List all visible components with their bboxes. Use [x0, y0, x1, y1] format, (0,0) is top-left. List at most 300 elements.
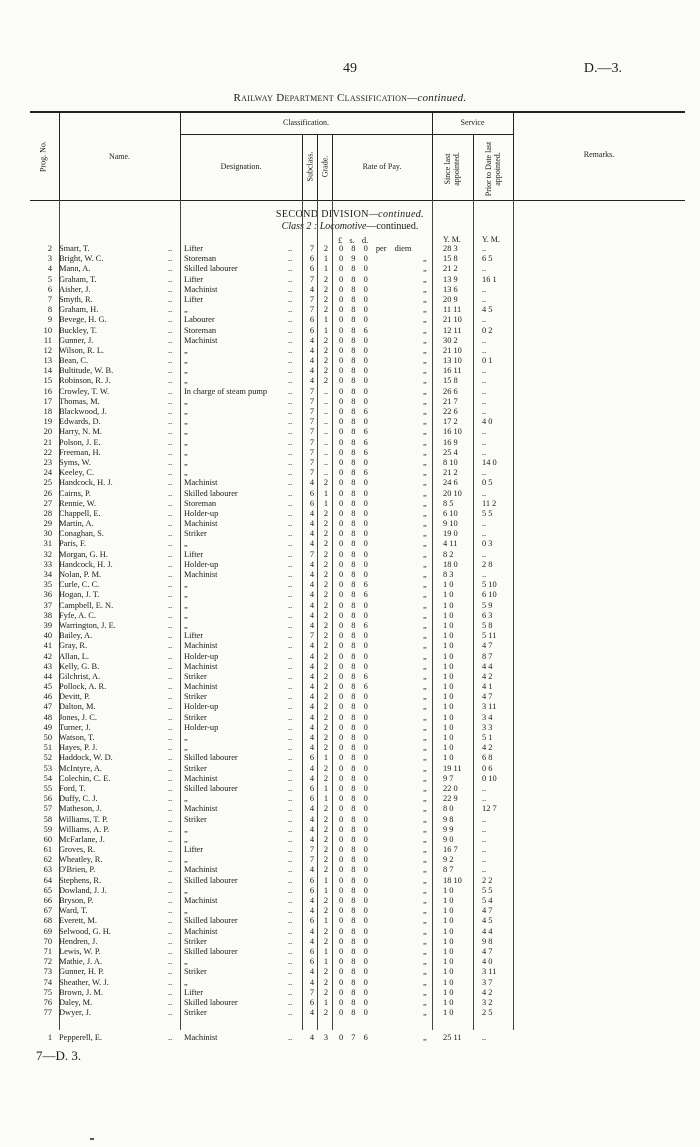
header-subdivider — [302, 134, 303, 200]
prior-service: 4 7 — [482, 641, 493, 651]
since-last-appointed: 8 3 — [443, 570, 454, 579]
rate-of-pay: 0 8 0 — [339, 896, 368, 905]
grade: .. — [323, 468, 329, 478]
leader-dots: .. — [168, 620, 173, 630]
table-row — [0, 906, 700, 916]
leader-dots: .. — [288, 916, 293, 926]
subclass: 4 — [309, 865, 315, 875]
table-row — [0, 702, 700, 712]
designation: Labourer — [184, 315, 215, 325]
rate-of-pay: 0 8 6 — [339, 620, 368, 630]
rate-of-pay: 0 8 6 — [339, 447, 368, 457]
table-row — [0, 723, 700, 733]
prior-service: .. — [482, 376, 487, 386]
rate-of-pay: 0 8 0 — [339, 529, 368, 539]
prior-service: .. — [482, 447, 487, 457]
subclass: 4 — [309, 539, 315, 549]
since-last-appointed: 15 8 — [443, 254, 458, 264]
leader-dots: .. — [168, 580, 173, 590]
leader-dots: .. — [288, 753, 293, 763]
since-last-appointed: 20 9 — [443, 294, 458, 304]
prior-service: .. — [482, 366, 487, 376]
leader-dots: .. — [168, 885, 173, 895]
ditto-mark: „ — [423, 498, 427, 508]
designation: Machinist — [184, 1033, 218, 1042]
designation: Lifter — [184, 274, 204, 284]
subclass: 4 — [309, 651, 315, 661]
designation: Lifter — [184, 294, 204, 304]
employee-name: Blackwood, J. — [59, 407, 107, 416]
grade: 1 — [323, 498, 329, 508]
prog-no: 59 — [43, 824, 52, 834]
rate-of-pay: 0 8 0 — [339, 376, 368, 386]
ditto-mark: „ — [423, 722, 427, 732]
since-last-appointed: 1 0 — [443, 916, 454, 926]
employee-name: Buckley, T. — [59, 325, 97, 335]
prior-service: .. — [482, 488, 487, 498]
subclass: 4 — [309, 508, 315, 518]
leader-dots: .. — [168, 498, 173, 508]
designation: „ — [184, 437, 188, 447]
ditto-mark: „ — [423, 335, 427, 345]
leader-dots: .. — [168, 906, 173, 916]
leader-dots: .. — [288, 610, 293, 620]
designation: Skilled labourer — [184, 997, 238, 1007]
since-last-appointed: 1 0 — [443, 620, 454, 630]
grade: 1 — [323, 794, 329, 804]
designation: Machinist — [184, 570, 218, 579]
ditto-mark: „ — [423, 997, 427, 1007]
ditto-mark: „ — [423, 254, 427, 264]
since-last-appointed: 20 10 — [443, 488, 462, 498]
leader-dots: .. — [168, 936, 173, 946]
since-last-appointed: 16 11 — [443, 366, 462, 376]
rate-of-pay: 0 8 0 — [339, 885, 368, 895]
ditto-mark: „ — [423, 783, 427, 793]
prior-service: 6 8 — [482, 753, 493, 763]
prior-service: 5 9 — [482, 600, 493, 610]
subclass: 4 — [309, 743, 315, 753]
table-row — [0, 631, 700, 641]
leader-dots: .. — [288, 600, 293, 610]
leader-dots: .. — [288, 620, 293, 630]
employee-name: Gilchrist, A. — [59, 671, 101, 681]
grade: 2 — [323, 906, 329, 916]
grade: .. — [323, 437, 329, 447]
prior-service: 4 7 — [482, 906, 493, 916]
designation: Holder-up — [184, 559, 219, 569]
table-row — [0, 947, 700, 957]
leader-dots: .. — [288, 936, 293, 946]
since-last-appointed: 28 3 — [443, 244, 458, 253]
prior-service: .. — [482, 468, 487, 478]
rate-of-pay: 0 8 0 — [339, 478, 368, 488]
since-last-appointed: 1 0 — [443, 997, 454, 1007]
subclass: 4 — [309, 804, 315, 814]
leader-dots: .. — [168, 345, 173, 355]
ditto-mark: „ — [423, 559, 427, 569]
leader-dots: .. — [168, 508, 173, 518]
designation: Machinist — [184, 519, 218, 529]
rate-of-pay: 0 8 6 — [339, 407, 368, 416]
table-row — [0, 1008, 700, 1018]
prog-no: 68 — [43, 916, 52, 926]
leader-dots: .. — [288, 284, 293, 294]
ditto-mark: „ — [423, 804, 427, 814]
prog-no: 16 — [43, 386, 52, 396]
ditto-mark: „ — [423, 519, 427, 529]
subclass: 6 — [309, 997, 315, 1007]
employee-name: Dowland, J. J. — [59, 885, 107, 895]
leader-dots: .. — [168, 773, 173, 783]
designation: Machinist — [184, 865, 218, 875]
rate-of-pay: 0 8 0 — [339, 936, 368, 946]
employee-name: Dalton, M. — [59, 702, 96, 712]
employee-name: Everett, M. — [59, 916, 97, 926]
since-last-appointed: 1 0 — [443, 926, 454, 936]
subclass: 4 — [309, 376, 315, 386]
name-header: Name. — [108, 152, 131, 161]
employee-name: Graham, T. — [59, 274, 97, 284]
rate-of-pay: 0 8 0 — [339, 773, 368, 783]
subclass: 7 — [309, 631, 315, 641]
leader-dots: .. — [168, 1008, 173, 1018]
prior-service: .. — [482, 1033, 487, 1042]
leader-dots: .. — [168, 926, 173, 936]
grade: 2 — [323, 651, 329, 661]
subclass: 6 — [309, 875, 315, 885]
prior-service: .. — [482, 529, 487, 539]
employee-name: Keeley, C. — [59, 468, 95, 478]
subclass: 4 — [309, 814, 315, 824]
grade: 2 — [323, 763, 329, 773]
money-units: £ s. d. — [338, 235, 369, 245]
employee-name: Nolan, P. M. — [59, 570, 102, 579]
leader-dots: .. — [288, 682, 293, 692]
prior-service: 9 8 — [482, 936, 493, 946]
employee-name: Harry, N. M. — [59, 427, 102, 437]
leader-dots: .. — [288, 885, 293, 895]
prog-no: 29 — [43, 519, 52, 529]
table-row — [0, 886, 700, 896]
subclass: 6 — [309, 315, 315, 325]
leader-dots: .. — [288, 987, 293, 997]
rate-of-pay: 0 8 0 — [339, 641, 368, 651]
since-last-appointed: 1 0 — [443, 580, 454, 590]
rate-of-pay: 0 8 0 — [339, 783, 368, 793]
subclass: 4 — [309, 936, 315, 946]
grade: 2 — [323, 733, 329, 742]
leader-dots: .. — [288, 661, 293, 671]
table-row — [0, 468, 700, 478]
since-last-appointed: 8 10 — [443, 457, 458, 467]
subclass: 7 — [309, 294, 315, 304]
grade: 2 — [323, 722, 329, 732]
designation: Lifter — [184, 845, 204, 855]
leader-dots: .. — [168, 488, 173, 498]
leader-dots: .. — [168, 855, 173, 865]
leader-dots: .. — [288, 356, 293, 366]
since-last-appointed: 1 0 — [443, 641, 454, 651]
since-last-appointed: 9 10 — [443, 519, 458, 529]
employee-name: Edwards, D. — [59, 417, 101, 427]
prior-service: 6 10 — [482, 590, 497, 600]
ditto-mark: „ — [423, 366, 427, 376]
leader-dots: .. — [168, 967, 173, 977]
leader-dots: .. — [288, 376, 293, 386]
prog-no: 62 — [43, 855, 52, 865]
prior-service: .. — [482, 824, 487, 834]
ditto-mark: „ — [423, 906, 427, 916]
prior-service: 5 1 — [482, 733, 493, 742]
ditto-mark: „ — [423, 264, 427, 274]
employee-name: Bean, C. — [59, 356, 89, 366]
rate-of-pay: 0 8 0 — [339, 743, 368, 753]
rate-of-pay: 0 8 6 — [339, 682, 368, 692]
grade: 2 — [323, 671, 329, 681]
ditto-mark: „ — [423, 926, 427, 936]
subclass: 4 — [309, 682, 315, 692]
prior-service: 5 5 — [482, 508, 493, 518]
prog-no: 22 — [43, 447, 52, 457]
prog-no: 51 — [43, 743, 52, 753]
leader-dots: .. — [288, 539, 293, 549]
designation: „ — [184, 733, 188, 742]
prog-no: 3 — [47, 254, 52, 264]
since-last-appointed: 22 0 — [443, 783, 458, 793]
grade: 2 — [323, 865, 329, 875]
prog-no: 20 — [43, 427, 52, 437]
since-last-appointed: 25 11 — [443, 1033, 462, 1042]
prog-no: 58 — [43, 814, 52, 824]
designation: Machinist — [184, 896, 218, 905]
since-last-appointed: 18 10 — [443, 875, 462, 885]
subclass: 4 — [309, 671, 315, 681]
since-last-appointed: 9 8 — [443, 814, 454, 824]
since-last-appointed: 21 10 — [443, 345, 462, 355]
employee-name: Martin, A. — [59, 519, 94, 529]
grade: 2 — [323, 824, 329, 834]
designation: „ — [184, 376, 188, 386]
rate-of-pay: 0 8 0 — [339, 794, 368, 804]
subclass: 6 — [309, 794, 315, 804]
employee-name: Sheather, W. J. — [59, 977, 109, 987]
table-row — [0, 478, 700, 488]
rate-of-pay: 0 8 0 — [339, 417, 368, 427]
leader-dots: .. — [288, 549, 293, 559]
header-subdivider — [317, 134, 318, 200]
employee-name: Conaghan, S. — [59, 529, 104, 539]
since-last-appointed: 1 0 — [443, 682, 454, 692]
prog-no: 28 — [43, 508, 52, 518]
rate-of-pay: 0 8 0 — [339, 284, 368, 294]
prior-service: 0 5 — [482, 478, 493, 488]
employee-name: O'Brien, P. — [59, 865, 96, 875]
designation: Skilled labourer — [184, 875, 238, 885]
since-last-appointed: 1 0 — [443, 987, 454, 997]
grade: 1 — [323, 875, 329, 885]
rate-of-pay: 0 8 0 — [339, 967, 368, 977]
since-last-appointed: 8 5 — [443, 498, 454, 508]
rate-of-pay: 0 8 0 — [339, 570, 368, 579]
prog-no: 8 — [47, 305, 52, 315]
ditto-mark: „ — [423, 610, 427, 620]
grade: 2 — [323, 294, 329, 304]
ditto-mark: „ — [423, 549, 427, 559]
employee-name: Turner, J. — [59, 722, 91, 732]
prog-no: 21 — [43, 437, 52, 447]
ditto-mark: „ — [423, 875, 427, 885]
employee-name: Bryson, P. — [59, 896, 94, 905]
designation: „ — [184, 305, 188, 315]
grade: 2 — [323, 519, 329, 529]
grade: 2 — [323, 244, 329, 253]
grade: 2 — [323, 284, 329, 294]
prior-units: Y. M. — [482, 235, 500, 244]
prior-service: 3 2 — [482, 997, 493, 1007]
employee-name: Polson, J. E. — [59, 437, 101, 447]
grade: 2 — [323, 570, 329, 579]
leader-dots: .. — [168, 294, 173, 304]
table-row — [0, 499, 700, 509]
since-last-appointed: 12 11 — [443, 325, 462, 335]
designation: „ — [184, 855, 188, 865]
grade: 2 — [323, 345, 329, 355]
leader-dots: .. — [168, 559, 173, 569]
subclass: 7 — [309, 407, 315, 416]
grade: 2 — [323, 559, 329, 569]
title-suffix: —continued. — [407, 92, 467, 104]
ditto-mark: „ — [423, 356, 427, 366]
rate-of-pay: 0 8 0 — [339, 1008, 368, 1018]
rate-of-pay: 0 8 0 — [339, 875, 368, 885]
prior-service: 3 11 — [482, 967, 497, 977]
ditto-mark: „ — [423, 743, 427, 753]
designation: „ — [184, 957, 188, 967]
prior-service: .. — [482, 345, 487, 355]
since-last-appointed: 1 0 — [443, 1008, 454, 1018]
leader-dots: .. — [288, 580, 293, 590]
subclass: 4 — [309, 763, 315, 773]
prior-service: 4 7 — [482, 692, 493, 702]
since-last-appointed: 1 0 — [443, 957, 454, 967]
employee-name: Hayes, P. J. — [59, 743, 98, 753]
leader-dots: .. — [168, 824, 173, 834]
rate-of-pay: 0 8 0 — [339, 335, 368, 345]
grade: 2 — [323, 356, 329, 366]
prog-no: 75 — [43, 987, 52, 997]
employee-name: Wheatley, R. — [59, 855, 103, 865]
ditto-mark: „ — [423, 855, 427, 865]
leader-dots: .. — [288, 570, 293, 579]
header-top-line — [30, 112, 685, 113]
prior-service: .. — [482, 855, 487, 865]
subclass: 4 — [309, 712, 315, 722]
designation: Lifter — [184, 631, 204, 641]
table-row — [0, 998, 700, 1008]
ditto-mark: „ — [423, 967, 427, 977]
grade: 1 — [323, 783, 329, 793]
grade: 2 — [323, 967, 329, 977]
table-row — [0, 519, 700, 529]
employee-name: Pepperell, E. — [59, 1033, 103, 1042]
leader-dots: .. — [168, 702, 173, 712]
grade: 2 — [323, 549, 329, 559]
table-row — [0, 275, 700, 285]
table-row — [0, 244, 700, 254]
designation: Striker — [184, 692, 207, 702]
prog-no: 39 — [43, 620, 52, 630]
leader-dots: .. — [168, 896, 173, 905]
rate-of-pay: 0 8 6 — [339, 325, 368, 335]
designation: Striker — [184, 712, 207, 722]
leader-dots: .. — [168, 254, 173, 264]
employee-name: Selwood, G. H. — [59, 926, 111, 936]
grade: 2 — [323, 478, 329, 488]
since-last-appointed: 8 7 — [443, 865, 454, 875]
leader-dots: .. — [168, 610, 173, 620]
ditto-mark: „ — [423, 661, 427, 671]
since-last-appointed: 21 10 — [443, 315, 462, 325]
rate-of-pay: 0 8 0 — [339, 294, 368, 304]
rate-of-pay: 0 8 0 — [339, 396, 368, 406]
ditto-mark: „ — [423, 763, 427, 773]
ditto-mark: „ — [423, 773, 427, 783]
prog-no: 25 — [43, 478, 52, 488]
division-name: SECOND DIVISION — [275, 209, 369, 220]
table-row — [0, 407, 700, 417]
subclass: 4 — [309, 824, 315, 834]
prog-no: 61 — [43, 845, 52, 855]
leader-dots: .. — [168, 865, 173, 875]
leader-dots: .. — [168, 916, 173, 926]
header-subdivider — [473, 134, 474, 200]
subclass: 4 — [309, 559, 315, 569]
leader-dots: .. — [168, 753, 173, 763]
rate-of-pay: 0 8 0 — [339, 804, 368, 814]
ditto-mark: „ — [423, 692, 427, 702]
prior-service: .. — [482, 549, 487, 559]
since-last-appointed: 1 0 — [443, 722, 454, 732]
employee-name: Paris, F. — [59, 539, 87, 549]
leader-dots: .. — [288, 804, 293, 814]
designation: Lifter — [184, 549, 204, 559]
prior-service: 5 10 — [482, 580, 497, 590]
grade: .. — [323, 457, 329, 467]
table-row — [0, 305, 700, 315]
subclass: 7 — [309, 386, 315, 396]
rate-of-pay: 0 8 0 — [339, 702, 368, 712]
table-row — [0, 764, 700, 774]
designation: Holder-up — [184, 508, 219, 518]
designation: Holder-up — [184, 651, 219, 661]
subclass: 4 — [309, 733, 315, 742]
prog-no: 49 — [43, 722, 52, 732]
employee-name: Kelly, G. B. — [59, 661, 100, 671]
subclass: 4 — [309, 570, 315, 579]
leader-dots: .. — [288, 631, 293, 641]
leader-dots: .. — [288, 743, 293, 753]
rate-of-pay: 0 8 0 — [339, 906, 368, 916]
designation: Machinist — [184, 926, 218, 936]
table-row — [0, 387, 700, 397]
prog-no: 72 — [43, 957, 52, 967]
leader-dots: .. — [168, 539, 173, 549]
prog-no: 53 — [43, 763, 52, 773]
employee-name: Matheson, J. — [59, 804, 102, 814]
prog-no: 15 — [43, 376, 52, 386]
designation: „ — [184, 834, 188, 844]
